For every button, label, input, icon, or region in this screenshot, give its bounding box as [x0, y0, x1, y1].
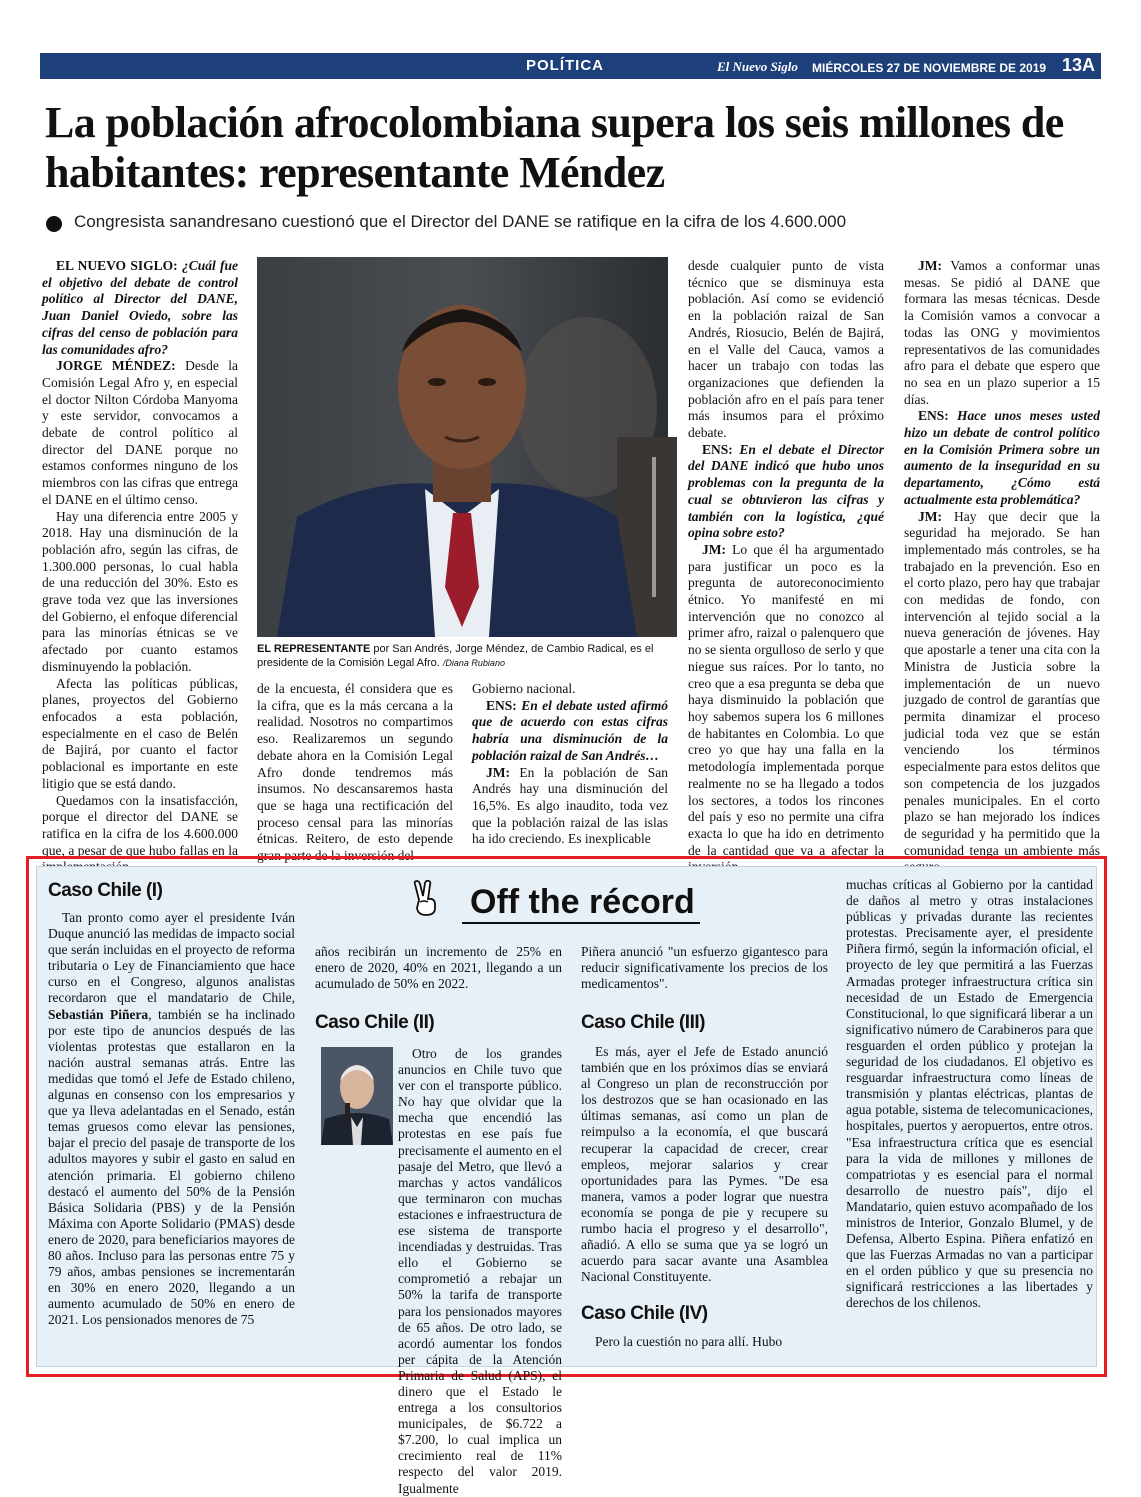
article-paragraph: Gobierno nacional.: [472, 681, 576, 696]
interview-question: ¿Cuál fue el objetivo del debate de control político al Director del DANE, Juan Daniel Oviedo, sobre las cifras del censo de población para las comunidades afro?: [42, 258, 239, 357]
article-column-5: [904, 258, 1101, 858]
box-heading-caso-chile-2: Caso Chile (II): [315, 1012, 435, 1033]
speaker-label: JM:: [486, 764, 510, 780]
article-headline: La población afrocolombiana supera los seis millones de habitantes: representante Méndez: [45, 98, 1064, 197]
otr-column-4: [846, 877, 1093, 1351]
article-paragraph: desde cualquier punto de vista técnico que se disminuya esta población. Así como se evidenció en la población raizal de San Andrés, Riosucio, Belén de Bajirá, en el Valle del Cauca, vamos a hacer un trabajo con todas las organizaciones que defienden la población afro en el país para tener más insumos para el próximo debate.: [688, 258, 884, 441]
peace-hand-icon: [410, 880, 440, 916]
speaker-label: JM:: [918, 258, 942, 273]
article-column-1: [42, 258, 239, 858]
box-heading-caso-chile-3: Caso Chile (III): [581, 1012, 705, 1033]
speaker-label: EL NUEVO SIGLO:: [56, 258, 178, 273]
otr-column-3-bottom: [581, 1334, 828, 1356]
bullet-icon: [46, 216, 62, 232]
article-subhead: Congresista sanandresano cuestionó que el Director del DANE se ratifique en la cifra de los 4.600.000: [74, 212, 847, 231]
article-column-4: [688, 258, 885, 858]
otr-column-2: [315, 1046, 562, 1496]
article-paragraph: Afecta las políticas públicas, planes, proyectos del Gobierno enfocados a esta población, especialmente en el caso de Belén de Bajirá, por cuanto el factor poblacional es importante en este litigio que se está dando.: [42, 675, 238, 791]
box-heading-caso-chile-4: Caso Chile (IV): [581, 1303, 708, 1324]
otr-text: Otro de los grandes anuncios en Chile tuvo que ver con el transporte público. No hay que olvidar que la mecha que encendió las protestas en ese país fue precisamente el aumento en el pasaje del Metro, que llevó a marchas y actos vandálicos que terminaron con muchas estaciones e infraestructura de ese sistema de transporte incendiadas y destruidas. Tras ello el Gobierno se comprometió a rebajar un 50% la tarifa de transporte para los pensionados mayores de 65 años. De otro lado, se acordó aumentar los fondos per cápita de la Atención Primaria de Salud (APS), el dinero que el Estado le entrega a los consultorios municipales, de $6.722 a $7.200, lo cual implica un crecimiento real de 11% respecto del valor 2019. Igualmente: [398, 1046, 562, 1496]
otr-name: Sebastián Piñera: [48, 1006, 149, 1022]
newspaper-brand: El Nuevo Siglo: [717, 59, 798, 74]
photo-credit: /Diana Rubiano: [442, 658, 505, 668]
otr-text: años recibirán un incremento de 25% en enero de 2020, 40% en 2021, llegando a un acumulado de 50% en 2022.: [315, 944, 562, 992]
speaker-label: JM:: [702, 541, 726, 557]
photo-caption: [257, 642, 668, 670]
interview-question: En el debate usted afirmó que de acuerdo con estas cifras habría una disminución de la población raizal de San Andrés…: [472, 697, 669, 763]
section-label: POLÍTICA: [526, 57, 604, 74]
otr-text: Piñera anunció "un esfuerzo gigantesco para reducir significativamente los precios de los medicamentos".: [581, 944, 828, 992]
speaker-label: JORGE MÉNDEZ:: [56, 358, 176, 374]
representative-photo: [257, 257, 668, 637]
speaker-label: JM:: [918, 508, 942, 524]
otr-text: , también se ha inclinado por este tipo de anuncios después de las violentas protestas que estallaron en la nación austral semanas atrás. Entre las medidas que tomó el Jefe de Estado chileno, algunas en consenso con los empresarios y que ya lleva adelantadas en el Senado, están temas gruesos como elevar las pensiones, bajar el precio del pasaje de transporte de los adultos mayores y subir el gasto en salud en atención primaria. El gobierno chileno destacó el aumento del 50% de la Pensión Básica Solidaria (PBS) y de la Pensión Máxima con Aporte Solidario (PMAS) desde enero de 2020, para beneficiarios mayores de 80 años. Incluso para las personas entre 75 y 79 años, ambas pensiones se incrementarán en 30% en enero 2020, llegando a un aumento acumulado de 50% en enero de 2021. Los pensionados menores de 75: [48, 1006, 295, 1328]
box-heading-caso-chile-1: Caso Chile (I): [48, 880, 163, 901]
otr-text: Tan pronto como ayer el presidente Iván Duque anunció las medidas de impacto social que serán incluidas en el proyecto de reforma tributaria o Ley de Financiamiento que hace curso en el Congreso, algunos analistas recordaron que el mandatario de Chile,: [48, 910, 295, 1006]
speaker-label: ENS:: [486, 697, 517, 713]
off-the-record-title: Off the récord: [470, 883, 695, 921]
otr-text: Pero la cuestión no para allí. Hubo: [595, 1334, 783, 1349]
interview-answer: Vamos a conformar unas mesas. Se pidió al DANE que formara las mesas técnicas. Desde la Comisión vamos a convocar a todas las ONG y movimientos representativos de las comunidades afro para el debate que espero que no sea en un plazo superior a 15 días.: [904, 258, 1100, 407]
otr-column-3-top: [581, 944, 828, 996]
title-underline: [462, 922, 700, 924]
article-paragraph: de la encuesta, él considera que es la cifra, que es la más cercana a la realidad. Nosotros no compartimos eso. Realizaremos un segundo debate ahora en la Comisión Legal Afro donde tendremos más insumos. No descansaremos hasta que se haga una rectificación del proceso censal para las minorías étnicas. Reitero, de esto depende gran parte de la inversión del: [257, 681, 453, 864]
article-column-2: [257, 681, 453, 864]
speaker-label: ENS:: [702, 441, 733, 457]
otr-column-3: [581, 1044, 828, 1288]
article-paragraph: Quedamos con la insatisfacción, porque el director del DANE se ratifica en la cifra de los 4.600.000 que, a pesar de que hubo fallas en la: [42, 792, 238, 858]
caption-text: por San Andrés, Jorge Méndez, de Cambio Radical, es el presidente de la Comisión Legal Afro.: [257, 643, 654, 669]
interview-question: Hace unos meses usted hizo un debate de control político en la Comisión Primera sobre un aumento de la inseguridad en su departamento, ¿Cómo está actualmente esta problemática?: [904, 408, 1100, 507]
interview-answer: Lo que él ha argumentado para justificar un poco es la pregunta de autoreconocimiento étnico. Yo manifesté en mi intervención que no conozco al primer afro, raizal o palenquero que no se sienta orgulloso de serlo y que niegue sus raíces. Por lo tanto, no creo que a esa pregunta se deba que haya disminuido la población que hoy sabemos supera los 6 millones de habitantes en Colombia. Lo que creo yo que hay una falla en la metodología implementada porque realmente no se ha llegado a todos los sectores, a todos los rincones del país y eso no permite una cifra exacta lo que ha ido en detrimento de la cantidad que va a afectar la: [688, 541, 885, 858]
page-number: 13A: [1062, 55, 1096, 75]
otr-text: Es más, ayer el Jefe de Estado anunció también que en los próximos días se enviará al Congreso un plan de reconstrucción por los destrozos que se han ocasionado en las últimas semanas, así como un plan de reimpulso a la economía, el que buscará recuperar la capacidad de crecer, crear empleos, mejorar salarios y crear oportunidades para las Pymes. "De esa manera, vamos a poder lograr que nuestra economía se ponga de pie y recupere su rumbo hacia el progreso y el desarrollo", añadió. A ello se suma que ya se logró un acuerdo para sacar avante una Asamblea Nacional Constituyente.: [581, 1044, 828, 1285]
interview-answer: Desde la Comisión Legal Afro y, en especial el doctor Nilton Córdoba Manyoma y este servidor, convocamos a debate de control político al director del DANE porque no estamos conformes ninguno de los miembros con las cifras que entrega el DANE en el último censo.: [42, 358, 238, 507]
otr-text: muchas críticas al Gobierno por la cantidad de daños al metro y otras instalaciones públicas y privadas durante las recientes protestas. Precisamente ayer, el presidente Piñera firmó, según la información oficial, el proyecto de ley que permitirá a las Fuerzas Armadas proteger infraestructura crítica sin necesidad de un Estado de Emergencia Constitucional, lo que significará liberar a un significativo número de Carabineros para que resguarden el orden público y protejan la seguridad de los ciudadanos. El objetivo es resguardar infraestructura como líneas de transmisión y plantas eléctricas, plantas de agua potable, sistema de telecomunicaciones, hospitales, puertos y aeropuertos, entre otros. "Esa infraestructura crítica que es esencial para la vida de millones y millones de compatriotas y es esencial para el normal desarrollo de nuestro país", dijo el Mandatario, quien estuvo acompañado de los ministros de Interior, Gonzalo Blumel, y de Defensa, Alberto Espina. Piñera enfatizó en que las Fuerzas Armadas no van a participar en el orden público y que su presencia no significará restricciones a las libertades y derechos de los chilenos.: [846, 877, 1093, 1311]
otr-column-2-top: [315, 944, 562, 996]
article-column-3: [472, 681, 668, 851]
otr-column-1: [48, 910, 295, 1360]
interview-question: En el debate el Director del DANE indicó que hubo unos problemas con la pregunta de la cual se obtuvieron las cifras y también con la logística, ¿qué opina sobre esto?: [688, 441, 885, 541]
interview-answer: Hay que decir que la seguridad ha mejorado. Se han implementado más controles, se ha trabajado en la prevención. Eso en el corto plazo, pero hay que trabajar con medidas de fondo, con intervención al tejido social a la nueva generación de jóvenes. Hay que apostarle a tener una cita con la Ministra de Justicia sobre la implementación de un nuevo juzgado de control de garantías que permita dinamizar el proceso judicial toda vez que se están venciendo los términos especialmente para estos delitos que son competencia de los juzgados penales municipales. En el corto plazo se han mejorado los índices de seguridad y ha permitido que la comunidad tenga un ambiente más: [904, 508, 1101, 858]
interview-answer: En la población de San Andrés hay una disminución del 16,5%. Es algo inaudito, toda vez que la población raizal de las islas ha ido creciendo. Es inexplicable: [472, 764, 668, 847]
speaker-label: ENS:: [918, 408, 949, 424]
caption-label: EL REPRESENTANTE: [257, 643, 371, 655]
article-paragraph: Hay una diferencia entre 2005 y 2018. Hay una disminución de la población afro, según las cifras, de 1.300.000 personas, lo cual habla de una reducción del 30%. Esto es grave toda vez que las inversiones del Gobierno, el enfoque diferencial para las minorías étnicas se ve afectado por cuanto estamos disminuyendo la población.: [42, 508, 238, 674]
issue-date: MIÉRCOLES 27 DE NOVIEMBRE DE 2019: [812, 61, 1047, 75]
